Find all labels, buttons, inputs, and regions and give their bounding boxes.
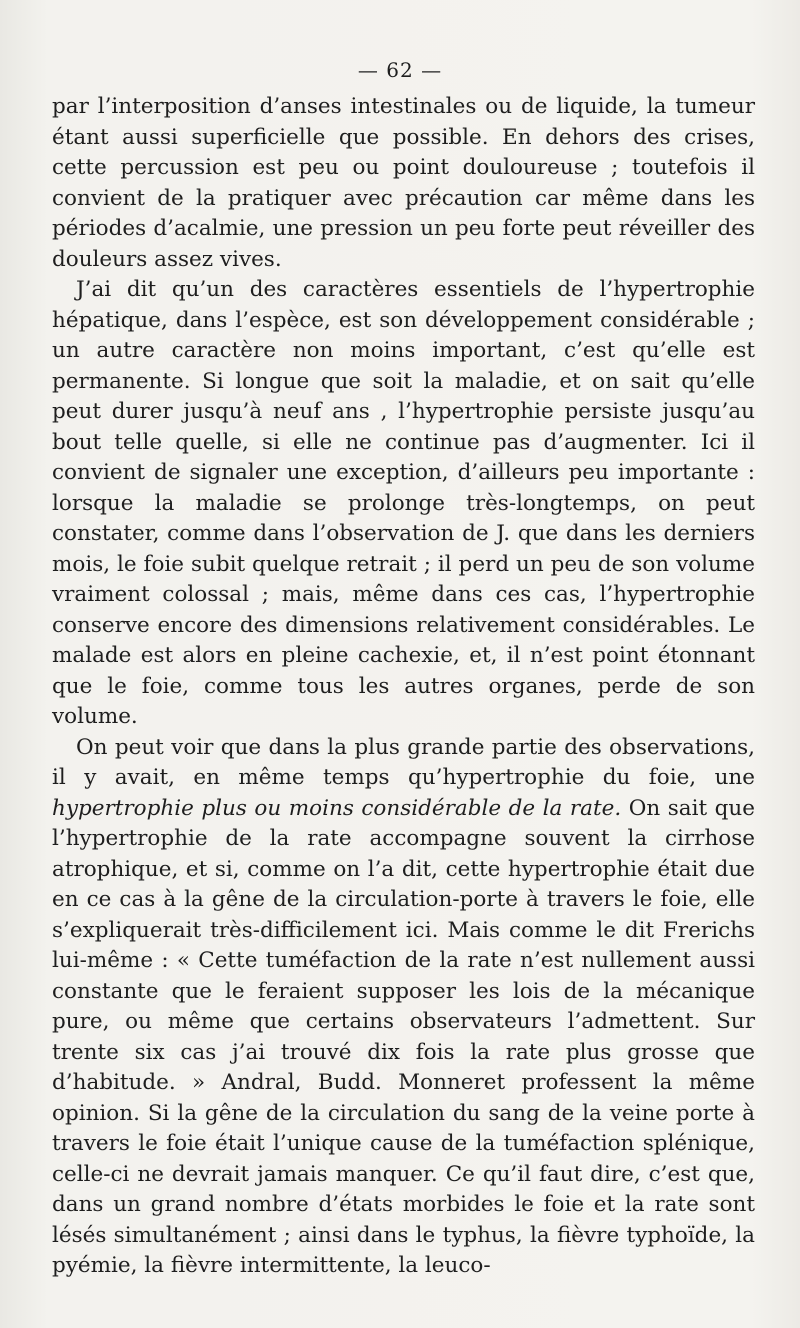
- text-body: [52, 92, 755, 1282]
- text-segment: On peut voir que dans la plus grande partie des observations, il y avait, en même temps qu’hypertrophie du foie, une: [52, 734, 755, 790]
- paragraph-3: [52, 733, 755, 1282]
- text-segment: J’ai dit qu’un des caractères essentiels de l’hypertrophie hépatique, dans l’espèce, est son développement considérable ; un autre caractère non moins important, c’est qu’elle est permanente. Si longue que soit la maladie, et on sait qu’elle peut durer jusqu’à neuf ans , l’hypertrophie persiste jusqu’au bout telle quelle, si elle ne continue pas d’augmenter. Ici il convient de signaler une exception, d’ailleurs peu importante : lorsque la maladie se prolonge très-longtemps, on peut constater, comme dans l’observation de J. que dans les derniers mois, le foie subit quelque retrait ; il perd un peu de son volume vraiment colossal ; mais, même dans ces cas, l’hypertrophie conserve encore des dimensions relativement considérables. Le malade est alors en pleine cachexie, et, il n’est point étonnant que le foie, comme tous les autres organes, perde de son volume.: [52, 277, 755, 729]
- page-number: — 62 —: [357, 58, 443, 82]
- paragraph-2: [52, 275, 755, 733]
- paragraph-1: [52, 92, 755, 275]
- italic-text: hypertrophie plus ou moins considérable de la rate.: [52, 795, 622, 821]
- text-segment: On sait que l’hypertrophie de la rate accompagne souvent la cirrhose atrophique, et si, comme on l’a dit, cette hypertrophie était due en ce cas à la gêne de la circulation-porte à travers le foie, elle s’expliquerait très-difficilement ici. Mais comme le dit Frerichs lui-même : « Cette tuméfaction de la rate n’est nullement aussi constante que le feraient supposer les lois de la mécanique pure, ou même que certains observateurs l’admettent. Sur trente six cas j’ai trouvé dix fois la rate plus grosse que d’habitude. » Andral, Budd. Monneret professent la même opinion. Si la gêne de la circulation du sang de la veine porte à travers le foie était l’unique cause de la tuméfaction splénique, celle-ci ne devrait jamais manquer. Ce qu’il faut dire, c’est que, dans un grand nombre d’états morbides le foie et la rate sont lésés simultanément ; ainsi dans le typhus, la fièvre typhoïde, la pyémie, la fièvre intermittente, la leuco-: [52, 795, 755, 1278]
- text-segment: par l’interposition d’anses intestinales ou de liquide, la tumeur étant aussi superficielle que possible. En dehors des crises, cette percussion est peu ou point douloureuse ; toutefois il convient de la pratiquer avec précaution car même dans les périodes d’acalmie, une pression un peu forte peut réveiller des douleurs assez vives.: [52, 94, 755, 272]
